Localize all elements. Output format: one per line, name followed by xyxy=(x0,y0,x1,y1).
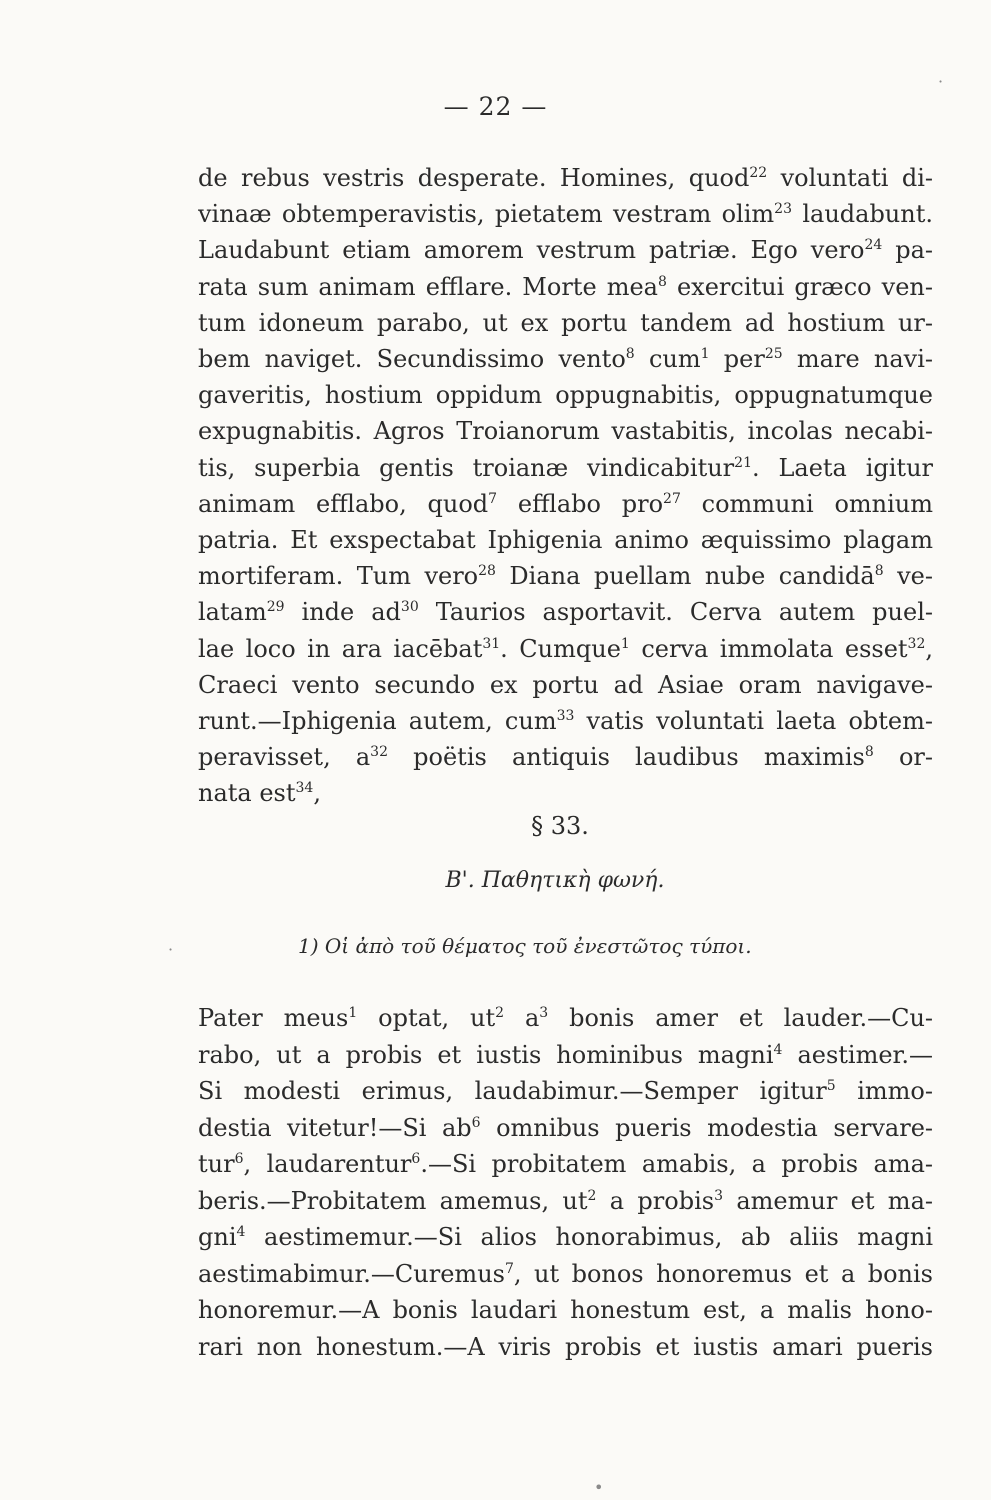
footnote-ref: 7 xyxy=(488,490,498,507)
line-text: optat, ut xyxy=(357,1004,496,1032)
text-line xyxy=(198,305,933,341)
text-line xyxy=(198,667,933,703)
line-text: ve- xyxy=(883,562,933,591)
line-text: .—Si probitatem amabis, a probis ama- xyxy=(420,1150,933,1178)
line-text: cerva immolata esset xyxy=(629,634,908,663)
page-speck: · xyxy=(938,72,944,91)
line-text: . Laeta igitur xyxy=(751,453,933,482)
page-speck: • xyxy=(594,1478,604,1497)
line-text: communi omnium xyxy=(680,489,933,518)
footnote-ref: 4 xyxy=(773,1041,783,1058)
line-text: , laudarentur xyxy=(243,1150,412,1178)
text-line xyxy=(198,413,933,449)
text-line xyxy=(198,522,933,558)
footnote-ref: 25 xyxy=(764,346,783,362)
line-text: gaveritis, hostium oppidum oppugnabitis, oppugnatumque xyxy=(198,381,933,410)
line-text: lae loco in ara iacēbat xyxy=(198,634,483,663)
line-text: rabo, ut a probis et iustis hominibus magni xyxy=(198,1040,774,1069)
text-line xyxy=(198,377,933,413)
line-text: inde ad xyxy=(284,598,401,627)
line-text: rata sum animam efflare. Morte mea xyxy=(198,272,658,301)
line-text: aestimabimur.—Curemus xyxy=(198,1259,505,1288)
footnote-ref: 34 xyxy=(295,780,314,797)
line-text: Pater meus xyxy=(198,1004,349,1032)
line-text: rari non honestum.—A viris probis et iustis amari pueris xyxy=(198,1332,933,1361)
line-text: nata est xyxy=(198,779,296,808)
line-text: beris.—Probitatem amemus, ut xyxy=(198,1186,588,1215)
line-text: , ut bonos honoremus et a bonis xyxy=(513,1259,933,1288)
footnote-ref: 23 xyxy=(774,201,792,218)
line-text: peravisset, a xyxy=(198,743,371,772)
line-text: mare navi- xyxy=(782,345,933,373)
footnote-ref: 32 xyxy=(907,635,926,652)
text-line xyxy=(198,594,933,630)
line-text: Laudabunt etiam amorem vestrum patriæ. Ego vero xyxy=(198,236,865,265)
line-text: poëtis antiquis laudibus maximis xyxy=(388,743,865,772)
line-text: . Cumque xyxy=(500,634,621,663)
line-text: vatis voluntati laeta obtem- xyxy=(574,707,933,735)
line-text: aestimer.— xyxy=(782,1040,933,1069)
text-line xyxy=(198,196,933,232)
text-line xyxy=(198,558,933,594)
line-text: tis, superbia gentis troianæ vindicabitur xyxy=(198,453,735,482)
text-line xyxy=(198,1146,933,1182)
footnote-ref: 8 xyxy=(625,346,635,362)
footnote-ref: 30 xyxy=(400,599,419,616)
footnote-ref: 6 xyxy=(471,1114,481,1131)
text-line xyxy=(198,341,933,377)
line-text: de rebus vestris desperate. Homines, quod xyxy=(198,164,750,192)
line-text: cum xyxy=(634,345,701,373)
line-text: honoremur.—A bonis laudari honestum est, a malis hono- xyxy=(198,1296,933,1324)
text-line xyxy=(198,1329,933,1365)
text-line xyxy=(198,269,933,305)
footnote-ref: 1 xyxy=(348,1005,358,1021)
line-text: or- xyxy=(873,743,933,772)
line-text: gni xyxy=(198,1223,237,1251)
line-text: amemur et ma- xyxy=(723,1186,933,1215)
footnote-ref: 8 xyxy=(864,744,874,761)
line-text: vinaæ obtemperavistis, pietatem vestram olim xyxy=(198,200,775,229)
line-text: pa- xyxy=(882,236,933,265)
text-line xyxy=(198,1073,933,1109)
footnote-ref: 24 xyxy=(864,237,883,254)
text-line xyxy=(198,486,933,522)
line-text: animam efflabo, quod xyxy=(198,489,489,518)
text-line xyxy=(198,631,933,667)
page-number: — 22 — xyxy=(443,92,548,121)
line-text: efflabo pro xyxy=(497,489,664,518)
text-line xyxy=(198,1000,933,1036)
page-speck: · xyxy=(168,940,174,959)
line-text: patria. Et exspectabat Iphigenia animo æquissimo plagam xyxy=(198,526,933,554)
line-text: Si modesti erimus, laudabimur.—Semper igitur xyxy=(198,1077,827,1105)
footnote-ref: 6 xyxy=(234,1151,244,1167)
text-line xyxy=(198,160,933,196)
line-text: Taurios asportavit. Cerva autem puel- xyxy=(418,598,933,627)
line-text: destia vitetur!—Si ab xyxy=(198,1113,472,1142)
line-text: mortiferam. Tum vero xyxy=(198,562,479,591)
footnote-ref: 1 xyxy=(620,635,630,652)
line-text: tum idoneum parabo, ut ex portu tandem ad hostium ur- xyxy=(198,308,933,337)
footnote-ref: 1 xyxy=(700,346,710,362)
line-text: per xyxy=(709,345,765,373)
heading-present-stem-forms: 1) Οἱ ἀπὸ τοῦ θέματος τοῦ ἐνεστῶτος τύποι. xyxy=(298,934,752,958)
footnote-ref: 22 xyxy=(749,165,768,181)
footnote-ref: 4 xyxy=(236,1224,246,1240)
line-text: tur xyxy=(198,1150,235,1178)
footnote-ref: 21 xyxy=(734,454,752,471)
line-text: latam xyxy=(198,598,267,627)
footnote-ref: 2 xyxy=(495,1005,505,1021)
footnote-ref: 33 xyxy=(556,708,575,724)
text-line xyxy=(198,232,933,268)
line-text: laudabunt. xyxy=(791,200,933,229)
line-text: expugnabitis. Agros Troianorum vastabitis, incolas necabi- xyxy=(198,417,933,446)
text-line xyxy=(198,1292,933,1328)
footnote-ref: 7 xyxy=(504,1260,514,1277)
text-line xyxy=(198,1110,933,1146)
line-text: runt.—Iphigenia autem, cum xyxy=(198,707,557,735)
line-text: a probis xyxy=(596,1186,715,1215)
section-number: § 33. xyxy=(531,812,589,840)
line-text: omnibus pueris modestia servare- xyxy=(480,1113,933,1142)
footnote-ref: 31 xyxy=(482,635,501,652)
line-text: a xyxy=(504,1004,540,1032)
text-line xyxy=(198,1219,933,1255)
footnote-ref: 27 xyxy=(663,490,681,507)
line-text: bem naviget. Secundissimo vento xyxy=(198,345,626,373)
footnote-ref: 5 xyxy=(826,1078,836,1094)
text-line xyxy=(198,1183,933,1219)
line-text: Diana puellam nube candidā xyxy=(495,562,875,591)
text-line xyxy=(198,1256,933,1292)
line-text: bonis amer et lauder.—Cu- xyxy=(548,1004,933,1032)
line-text: exercitui græco ven- xyxy=(666,272,933,301)
line-text: Craeci vento secundo ex portu ad Asiae oram navigave- xyxy=(198,670,933,699)
footnote-ref: 6 xyxy=(411,1151,421,1167)
text-line xyxy=(198,450,933,486)
line-text: , xyxy=(925,634,933,663)
footnote-ref: 32 xyxy=(370,744,388,761)
text-line xyxy=(198,775,933,811)
footnote-ref: 8 xyxy=(874,563,884,580)
line-text: aestimemur.—Si alios honorabimus, ab aliis magni xyxy=(245,1223,933,1251)
text-line xyxy=(198,703,933,739)
footnote-ref: 28 xyxy=(478,563,496,580)
line-text: voluntati di- xyxy=(767,164,933,192)
heading-passive-voice: B'. Παθητικὴ φωνή. xyxy=(445,868,665,893)
footnote-ref: 3 xyxy=(714,1187,723,1204)
footnote-ref: 8 xyxy=(657,273,667,290)
footnote-ref: 3 xyxy=(539,1005,549,1021)
line-text: immo- xyxy=(835,1077,933,1105)
text-line xyxy=(198,1037,933,1073)
footnote-ref: 29 xyxy=(266,599,285,616)
line-text: , xyxy=(313,779,321,808)
text-line xyxy=(198,739,933,775)
footnote-ref: 2 xyxy=(587,1187,597,1204)
